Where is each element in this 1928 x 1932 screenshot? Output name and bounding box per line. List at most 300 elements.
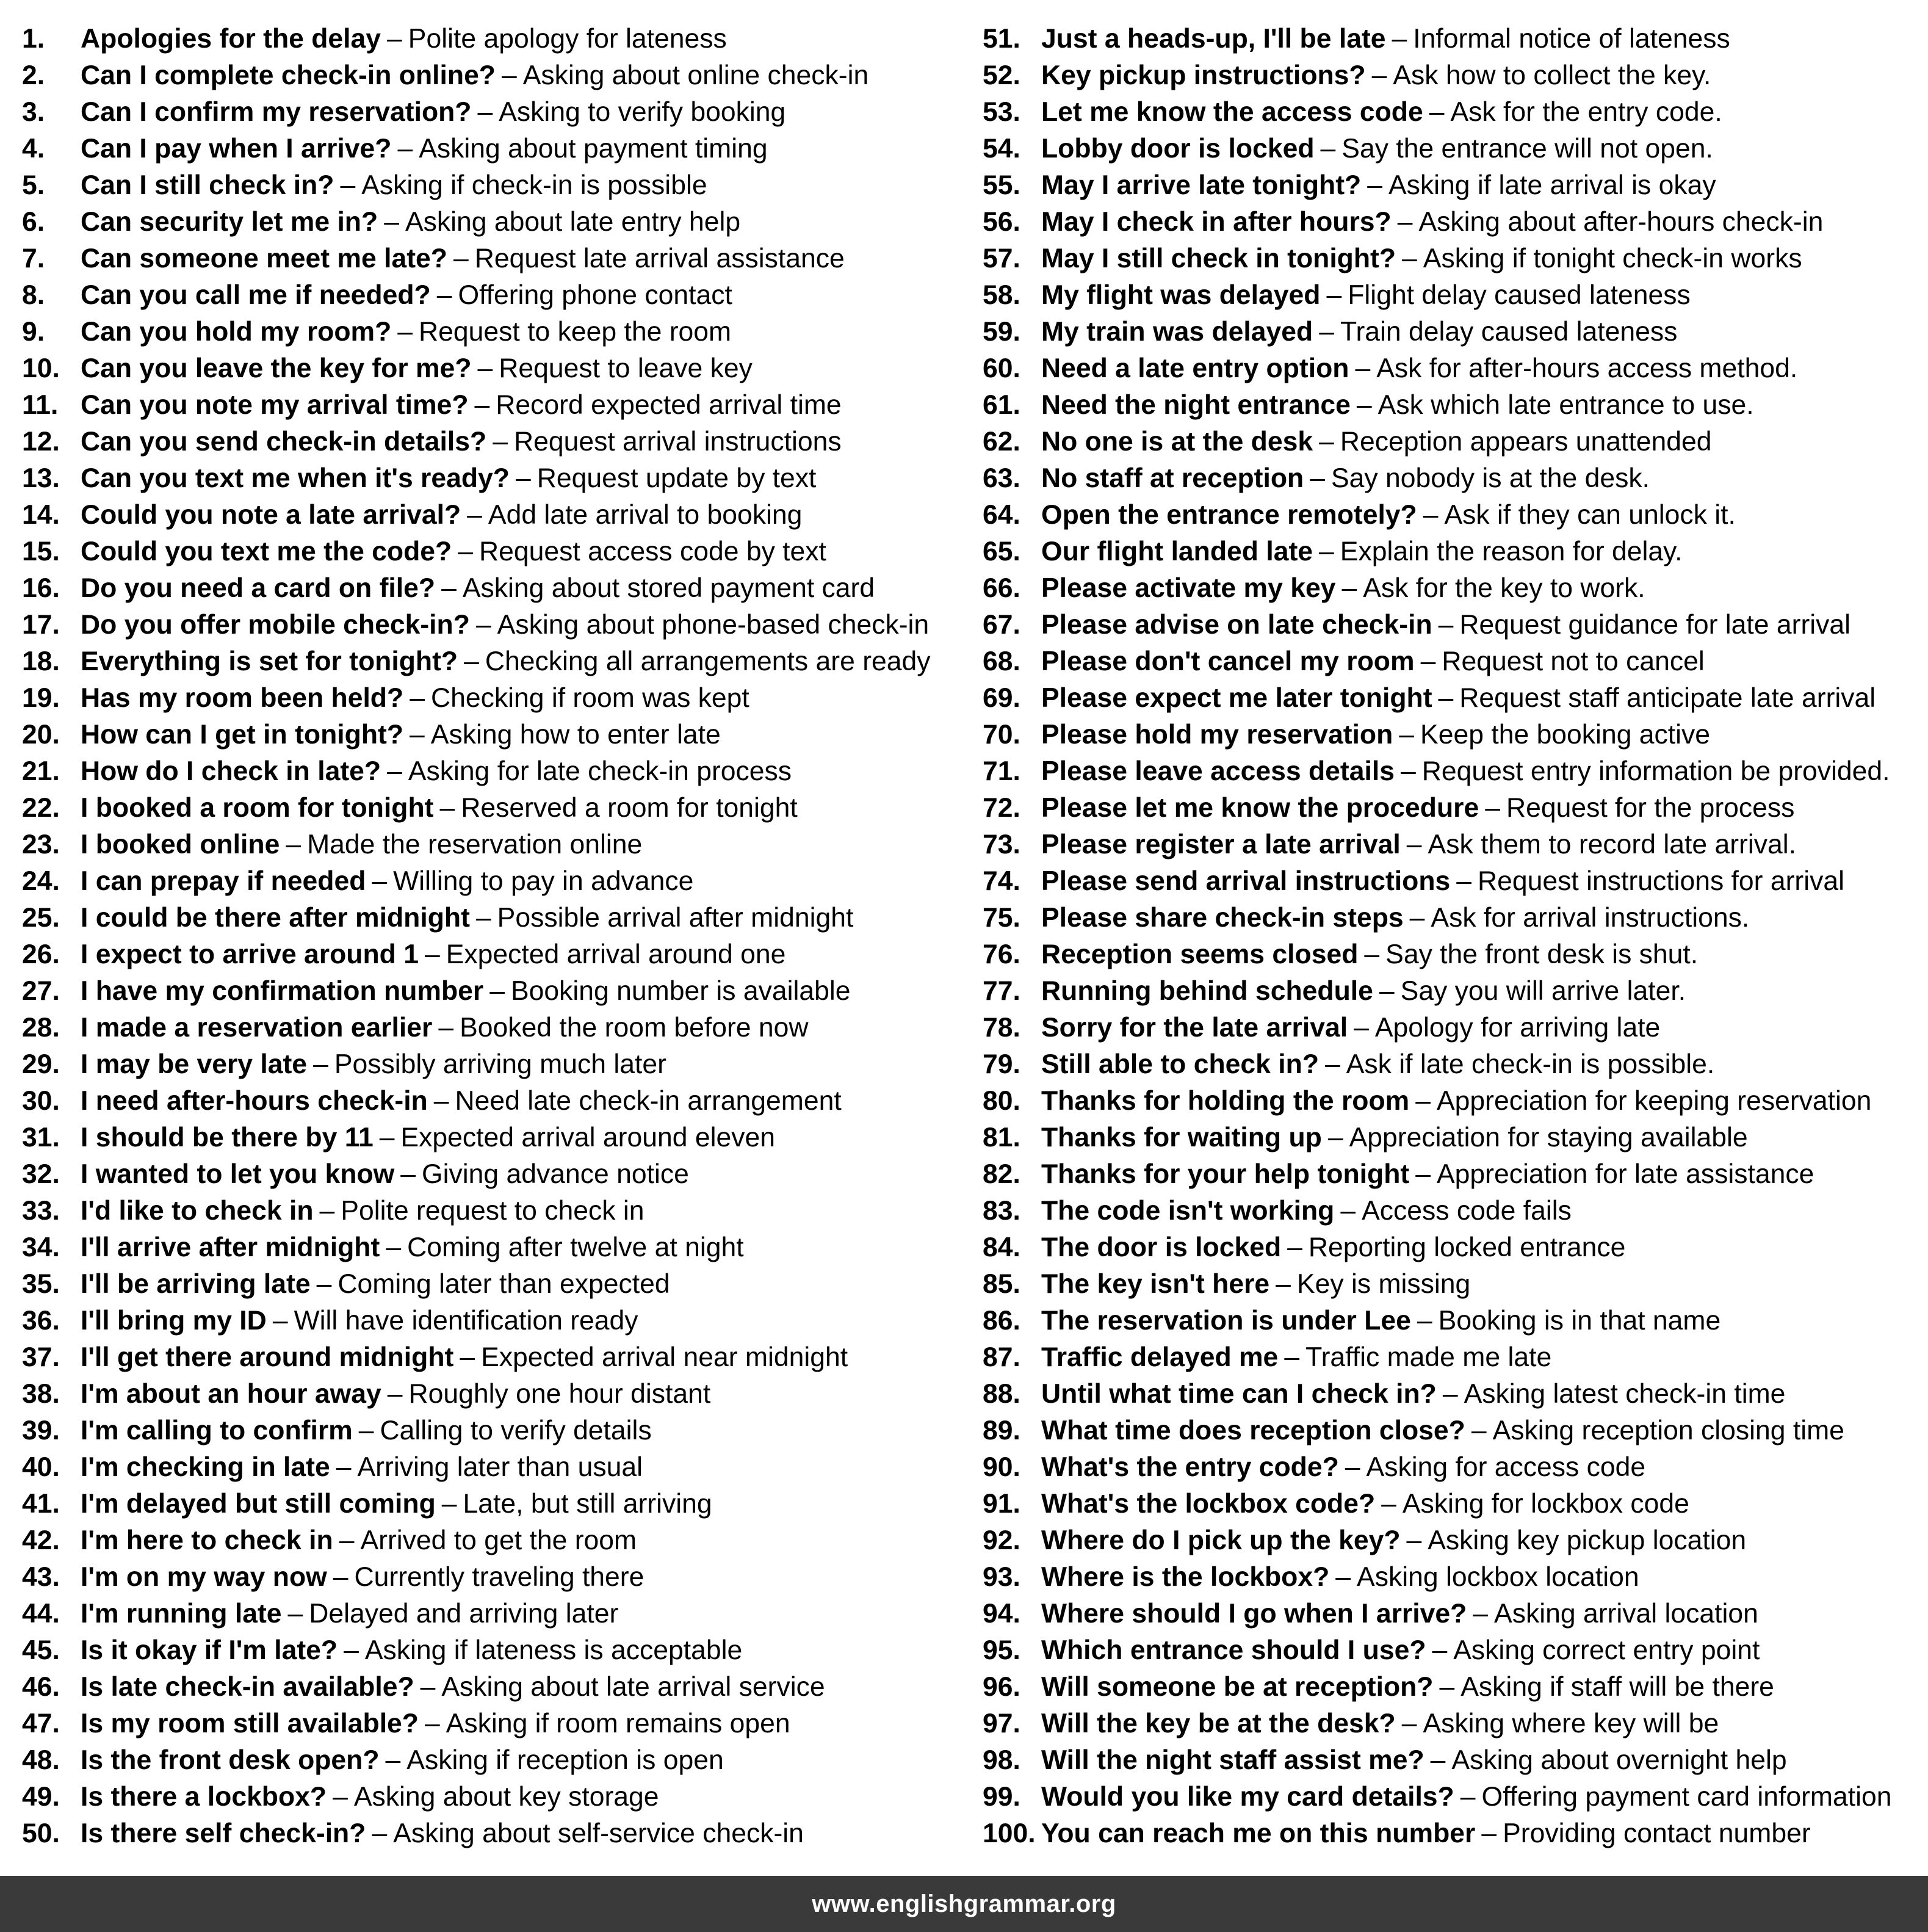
list-item	[22, 863, 974, 900]
item-meaning: Asking for access code	[1366, 1452, 1646, 1482]
item-meaning: Asking about late entry help	[405, 207, 741, 237]
list-item	[22, 277, 974, 314]
list-item	[983, 1376, 1923, 1413]
item-separator: –	[425, 1709, 440, 1738]
item-separator: –	[358, 1416, 374, 1445]
item-phrase: I need after-hours check-in	[81, 1086, 428, 1116]
item-meaning: Asking if late arrival is okay	[1388, 170, 1716, 200]
item-phrase: Is there self check-in?	[81, 1818, 366, 1848]
item-meaning: Keep the booking active	[1420, 720, 1711, 750]
item-meaning: Asking where key will be	[1423, 1709, 1719, 1738]
item-meaning: Offering payment card information	[1481, 1782, 1892, 1812]
item-phrase: I'll be arriving late	[81, 1269, 311, 1299]
item-phrase: Could you note a late arrival?	[81, 500, 461, 530]
item-number: 98.	[983, 1745, 1020, 1775]
list-item	[983, 314, 1923, 350]
item-separator: –	[1417, 1306, 1432, 1336]
item-meaning: Booking number is available	[510, 976, 851, 1006]
item-number: 13.	[22, 463, 60, 493]
item-number: 8.	[22, 280, 45, 310]
item-number: 42.	[22, 1525, 60, 1555]
footer-url[interactable]: www.englishgrammar.org	[812, 1890, 1116, 1917]
item-meaning: Train delay caused lateness	[1340, 317, 1678, 347]
item-number: 79.	[983, 1049, 1020, 1079]
item-phrase: Sorry for the late arrival	[1041, 1013, 1348, 1043]
item-separator: –	[1310, 463, 1325, 493]
item-separator: –	[1401, 1709, 1417, 1738]
item-number: 39.	[22, 1416, 60, 1445]
item-phrase: The key isn't here	[1041, 1269, 1270, 1299]
list-item	[983, 1486, 1923, 1522]
item-meaning: Explain the reason for delay.	[1340, 537, 1683, 566]
item-phrase: Please share check-in steps	[1041, 903, 1404, 933]
item-meaning: Ask for after-hours access method.	[1376, 353, 1798, 383]
item-number: 57.	[983, 244, 1020, 273]
list-item	[983, 1083, 1923, 1120]
item-phrase: You can reach me on this number	[1041, 1818, 1476, 1848]
list-item	[983, 1193, 1923, 1229]
item-phrase: The door is locked	[1041, 1232, 1282, 1262]
item-separator: –	[1400, 756, 1416, 786]
item-separator: –	[474, 390, 490, 420]
item-separator: –	[1471, 1416, 1487, 1445]
item-phrase: No one is at the desk	[1041, 427, 1313, 457]
item-phrase: Where is the lockbox?	[1041, 1562, 1330, 1592]
list-item	[22, 314, 974, 350]
item-phrase: What's the entry code?	[1041, 1452, 1339, 1482]
item-number: 90.	[983, 1452, 1020, 1482]
item-separator: –	[1319, 537, 1334, 566]
item-separator: –	[1319, 427, 1334, 457]
item-phrase: Can you hold my room?	[81, 317, 392, 347]
item-separator: –	[1379, 976, 1395, 1006]
item-separator: –	[433, 1086, 449, 1116]
item-meaning: Willing to pay in advance	[393, 866, 694, 896]
list-item	[983, 424, 1923, 460]
item-phrase: Let me know the access code	[1041, 97, 1423, 127]
item-number: 14.	[22, 500, 60, 530]
item-meaning: Asking about online check-in	[522, 60, 869, 90]
item-separator: –	[286, 830, 301, 859]
item-separator: –	[336, 1452, 352, 1482]
item-separator: –	[333, 1782, 348, 1812]
item-phrase: Do you need a card on file?	[81, 573, 436, 603]
item-meaning: Possible arrival after midnight	[497, 903, 854, 933]
item-number: 48.	[22, 1745, 60, 1775]
list-item	[22, 753, 974, 790]
item-number: 33.	[22, 1196, 60, 1226]
item-separator: –	[420, 1672, 436, 1702]
list-item	[22, 1413, 974, 1449]
item-meaning: Record expected arrival time	[496, 390, 842, 420]
item-separator: –	[464, 646, 479, 676]
item-phrase: I'm here to check in	[81, 1525, 333, 1555]
item-number: 34.	[22, 1232, 60, 1262]
item-separator: –	[372, 866, 388, 896]
list-item	[22, 1706, 974, 1742]
item-separator: –	[400, 1159, 416, 1189]
item-meaning: Traffic made me late	[1305, 1342, 1552, 1372]
item-number: 82.	[983, 1159, 1020, 1189]
item-number: 94.	[983, 1599, 1020, 1629]
item-separator: –	[1438, 610, 1454, 640]
item-phrase: I'll bring my ID	[81, 1306, 267, 1336]
item-separator: –	[475, 903, 491, 933]
item-separator: –	[441, 1489, 457, 1519]
item-phrase: May I arrive late tonight?	[1041, 170, 1362, 200]
item-number: 80.	[983, 1086, 1020, 1116]
item-separator: –	[1354, 1013, 1369, 1043]
item-number: 25.	[22, 903, 60, 933]
item-number: 77.	[983, 976, 1020, 1006]
item-phrase: I can prepay if needed	[81, 866, 366, 896]
list-item	[983, 534, 1923, 570]
item-separator: –	[1429, 97, 1445, 127]
list-item	[22, 204, 974, 241]
item-phrase: Traffic delayed me	[1041, 1342, 1279, 1372]
list-item	[983, 1742, 1923, 1779]
item-number: 73.	[983, 830, 1020, 859]
item-separator: –	[1392, 24, 1407, 54]
list-item	[22, 21, 974, 57]
item-meaning: Arriving later than usual	[357, 1452, 643, 1482]
item-phrase: Is it okay if I'm late?	[81, 1635, 338, 1665]
list-item	[983, 936, 1923, 973]
item-phrase: Please register a late arrival	[1041, 830, 1401, 859]
item-phrase: I have my confirmation number	[81, 976, 484, 1006]
item-phrase: Reception seems closed	[1041, 939, 1359, 969]
item-meaning: Expected arrival around one	[446, 939, 786, 969]
item-meaning: Possibly arriving much later	[334, 1049, 666, 1079]
list-item	[983, 350, 1923, 387]
item-number: 7.	[22, 244, 45, 273]
item-meaning: Asking about overnight help	[1451, 1745, 1787, 1775]
list-item	[983, 1522, 1923, 1559]
item-phrase: Still able to check in?	[1041, 1049, 1319, 1079]
item-meaning: Asking if reception is open	[406, 1745, 724, 1775]
list-item	[983, 643, 1923, 680]
item-phrase: Lobby door is locked	[1041, 134, 1315, 164]
item-phrase: Please let me know the procedure	[1041, 793, 1479, 823]
list-item	[983, 1156, 1923, 1193]
list-item	[22, 900, 974, 936]
item-phrase: Can I still check in?	[81, 170, 334, 200]
item-number: 76.	[983, 939, 1020, 969]
item-separator: –	[441, 573, 457, 603]
item-separator: –	[502, 60, 517, 90]
item-phrase: I'm calling to confirm	[81, 1416, 353, 1445]
item-meaning: Appreciation for keeping reservation	[1436, 1086, 1872, 1116]
list-item	[983, 570, 1923, 607]
item-number: 45.	[22, 1635, 60, 1665]
list-item	[22, 680, 974, 717]
item-meaning: Request to leave key	[499, 353, 753, 383]
item-number: 93.	[983, 1562, 1020, 1592]
list-item	[22, 350, 974, 387]
item-separator: –	[489, 976, 505, 1006]
item-meaning: Polite request to check in	[341, 1196, 644, 1226]
item-separator: –	[1420, 646, 1436, 676]
item-separator: –	[1409, 903, 1425, 933]
list-item	[983, 57, 1923, 94]
list-item	[22, 1596, 974, 1632]
item-number: 46.	[22, 1672, 60, 1702]
item-phrase: I wanted to let you know	[81, 1159, 395, 1189]
item-separator: –	[1481, 1818, 1497, 1848]
item-meaning: Asking for late check-in process	[408, 756, 792, 786]
item-phrase: What time does reception close?	[1041, 1416, 1465, 1445]
item-number: 72.	[983, 793, 1020, 823]
item-phrase: The reservation is under Lee	[1041, 1306, 1411, 1336]
item-number: 20.	[22, 720, 60, 750]
list-item	[983, 497, 1923, 534]
list-item	[983, 1120, 1923, 1156]
list-item	[983, 1010, 1923, 1046]
item-number: 50.	[22, 1818, 60, 1848]
item-meaning: Asking if room remains open	[446, 1709, 790, 1738]
item-number: 69.	[983, 683, 1020, 713]
item-separator: –	[1402, 244, 1417, 273]
item-number: 95.	[983, 1635, 1020, 1665]
item-number: 61.	[983, 390, 1020, 420]
item-meaning: Checking all arrangements are ready	[485, 646, 931, 676]
item-phrase: Can I pay when I arrive?	[81, 134, 392, 164]
list-item	[983, 1706, 1923, 1742]
list-item	[22, 1266, 974, 1303]
item-number: 19.	[22, 683, 60, 713]
item-number: 11.	[22, 390, 59, 420]
item-phrase: Can you call me if needed?	[81, 280, 431, 310]
item-phrase: Everything is set for tonight?	[81, 646, 458, 676]
list-item	[22, 1229, 974, 1266]
item-phrase: I'll arrive after midnight	[81, 1232, 380, 1262]
item-number: 70.	[983, 720, 1020, 750]
item-meaning: Asking lockbox location	[1357, 1562, 1639, 1592]
item-separator: –	[397, 317, 413, 347]
list-item	[22, 1779, 974, 1815]
item-number: 41.	[22, 1489, 60, 1519]
item-meaning: Asking correct entry point	[1453, 1635, 1760, 1665]
item-number: 84.	[983, 1232, 1020, 1262]
item-meaning: Ask which late entrance to use.	[1377, 390, 1754, 420]
right-column	[983, 21, 1923, 1852]
list-item	[22, 497, 974, 534]
item-number: 5.	[22, 170, 45, 200]
item-separator: –	[410, 720, 425, 750]
list-item	[22, 1010, 974, 1046]
item-phrase: Please activate my key	[1041, 573, 1336, 603]
item-number: 26.	[22, 939, 60, 969]
item-separator: –	[438, 1013, 454, 1043]
item-meaning: Asking arrival location	[1494, 1599, 1758, 1629]
list-item	[22, 936, 974, 973]
item-phrase: Just a heads-up, I'll be late	[1041, 24, 1386, 54]
item-meaning: Say the front desk is shut.	[1385, 939, 1699, 969]
item-meaning: Polite apology for lateness	[408, 24, 727, 54]
item-meaning: Booking is in that name	[1438, 1306, 1721, 1336]
item-phrase: Need a late entry option	[1041, 353, 1349, 383]
item-number: 15.	[22, 537, 60, 566]
item-separator: –	[387, 24, 402, 54]
list-item	[22, 1486, 974, 1522]
item-meaning: Ask for arrival instructions.	[1431, 903, 1750, 933]
item-meaning: Ask how to collect the key.	[1393, 60, 1711, 90]
item-phrase: I could be there after midnight	[81, 903, 470, 933]
list-item	[22, 717, 974, 753]
list-item	[22, 827, 974, 863]
item-number: 4.	[22, 134, 45, 164]
item-phrase: Would you like my card details?	[1041, 1782, 1454, 1812]
item-separator: –	[1399, 720, 1415, 750]
item-meaning: Say the entrance will not open.	[1341, 134, 1713, 164]
item-meaning: Ask for the entry code.	[1450, 97, 1722, 127]
list-item	[22, 1339, 974, 1376]
item-phrase: Please leave access details	[1041, 756, 1395, 786]
item-meaning: Request to keep the room	[419, 317, 732, 347]
item-separator: –	[460, 1342, 475, 1372]
list-item	[22, 1449, 974, 1486]
footer-bar	[0, 1876, 1928, 1932]
list-item	[983, 1303, 1923, 1339]
item-number: 85.	[983, 1269, 1020, 1299]
item-meaning: Arrived to get the room	[360, 1525, 637, 1555]
item-phrase: May I check in after hours?	[1041, 207, 1392, 237]
list-item	[983, 1632, 1923, 1669]
item-meaning: Asking about stored payment card	[462, 573, 875, 603]
item-number: 29.	[22, 1049, 60, 1079]
item-meaning: Request staff anticipate late arrival	[1459, 683, 1876, 713]
item-number: 71.	[983, 756, 1020, 786]
item-meaning: Asking about late arrival service	[441, 1672, 825, 1702]
item-number: 28.	[22, 1013, 60, 1043]
item-phrase: No staff at reception	[1041, 463, 1304, 493]
list-item	[983, 790, 1923, 827]
item-meaning: Asking about phone-based check-in	[497, 610, 930, 640]
item-number: 18.	[22, 646, 60, 676]
item-meaning: Ask if late check-in is possible.	[1346, 1049, 1715, 1079]
item-meaning: Asking if check-in is possible	[361, 170, 707, 200]
list-item	[22, 241, 974, 277]
item-number: 51.	[983, 24, 1020, 54]
item-number: 22.	[22, 793, 60, 823]
list-item	[22, 387, 974, 424]
item-meaning: Booked the room before now	[460, 1013, 809, 1043]
item-phrase: Where should I go when I arrive?	[1041, 1599, 1467, 1629]
list-item	[983, 1449, 1923, 1486]
list-item	[983, 1339, 1923, 1376]
item-separator: –	[340, 170, 356, 200]
list-item	[22, 1669, 974, 1706]
item-phrase: I booked a room for tonight	[81, 793, 434, 823]
item-number: 32.	[22, 1159, 60, 1189]
item-phrase: I booked online	[81, 830, 280, 859]
item-separator: –	[1415, 1159, 1431, 1189]
item-phrase: How do I check in late?	[81, 756, 381, 786]
item-number: 89.	[983, 1416, 1020, 1445]
item-separator: –	[319, 1196, 335, 1226]
item-meaning: Request entry information be provided.	[1421, 756, 1890, 786]
item-phrase: Open the entrance remotely?	[1041, 500, 1417, 530]
item-number: 53.	[983, 97, 1020, 127]
list-item	[22, 973, 974, 1010]
item-separator: –	[1327, 1123, 1343, 1152]
item-phrase: I expect to arrive around 1	[81, 939, 419, 969]
item-separator: –	[453, 244, 469, 273]
item-phrase: Thanks for holding the room	[1041, 1086, 1410, 1116]
item-phrase: My flight was delayed	[1041, 280, 1321, 310]
item-phrase: Will the key be at the desk?	[1041, 1709, 1396, 1738]
item-phrase: My train was delayed	[1041, 317, 1313, 347]
item-number: 78.	[983, 1013, 1020, 1043]
item-separator: –	[344, 1635, 359, 1665]
item-meaning: Request not to cancel	[1442, 646, 1705, 676]
item-meaning: Request for the process	[1506, 793, 1795, 823]
item-phrase: I may be very late	[81, 1049, 308, 1079]
item-meaning: Flight delay caused lateness	[1348, 280, 1691, 310]
item-number: 74.	[983, 866, 1020, 896]
item-meaning: Asking reception closing time	[1492, 1416, 1844, 1445]
item-meaning: Reception appears unattended	[1340, 427, 1712, 457]
list-item	[22, 1815, 974, 1852]
item-number: 55.	[983, 170, 1020, 200]
item-phrase: Is my room still available?	[81, 1709, 419, 1738]
item-number: 86.	[983, 1306, 1020, 1336]
item-phrase: I'm about an hour away	[81, 1379, 381, 1409]
item-phrase: Is late check-in available?	[81, 1672, 414, 1702]
item-separator: –	[339, 1525, 355, 1555]
item-meaning: Made the reservation online	[307, 830, 643, 859]
item-separator: –	[316, 1269, 332, 1299]
item-meaning: Asking if lateness is acceptable	[364, 1635, 743, 1665]
item-number: 24.	[22, 866, 60, 896]
item-number: 2.	[22, 60, 45, 90]
item-separator: –	[287, 1599, 303, 1629]
item-number: 58.	[983, 280, 1020, 310]
item-meaning: Reporting locked entrance	[1308, 1232, 1626, 1262]
item-meaning: Access code fails	[1362, 1196, 1572, 1226]
item-meaning: Will have identification ready	[294, 1306, 638, 1336]
item-phrase: Can you send check-in details?	[81, 427, 487, 457]
list-item	[22, 1046, 974, 1083]
list-item	[22, 790, 974, 827]
item-separator: –	[1381, 1489, 1396, 1519]
item-number: 100.	[983, 1818, 1036, 1848]
item-separator: –	[1356, 390, 1372, 420]
item-number: 66.	[983, 573, 1020, 603]
list-item	[983, 1229, 1923, 1266]
item-separator: –	[1406, 1525, 1422, 1555]
item-number: 97.	[983, 1709, 1020, 1738]
list-item	[22, 1303, 974, 1339]
item-phrase: Key pickup instructions?	[1041, 60, 1366, 90]
list-item	[22, 1522, 974, 1559]
item-separator: –	[1456, 866, 1472, 896]
item-phrase: Please send arrival instructions	[1041, 866, 1451, 896]
item-separator: –	[1326, 280, 1342, 310]
list-item	[983, 241, 1923, 277]
item-separator: –	[1320, 134, 1336, 164]
item-number: 16.	[22, 573, 60, 603]
list-item	[22, 607, 974, 643]
list-item	[983, 717, 1923, 753]
item-phrase: Please expect me later tonight	[1041, 683, 1432, 713]
item-phrase: What's the lockbox code?	[1041, 1489, 1376, 1519]
item-separator: –	[1442, 1379, 1458, 1409]
item-meaning: Asking key pickup location	[1428, 1525, 1747, 1555]
item-number: 91.	[983, 1489, 1020, 1519]
list-item	[22, 1120, 974, 1156]
item-phrase: Please advise on late check-in	[1041, 610, 1432, 640]
